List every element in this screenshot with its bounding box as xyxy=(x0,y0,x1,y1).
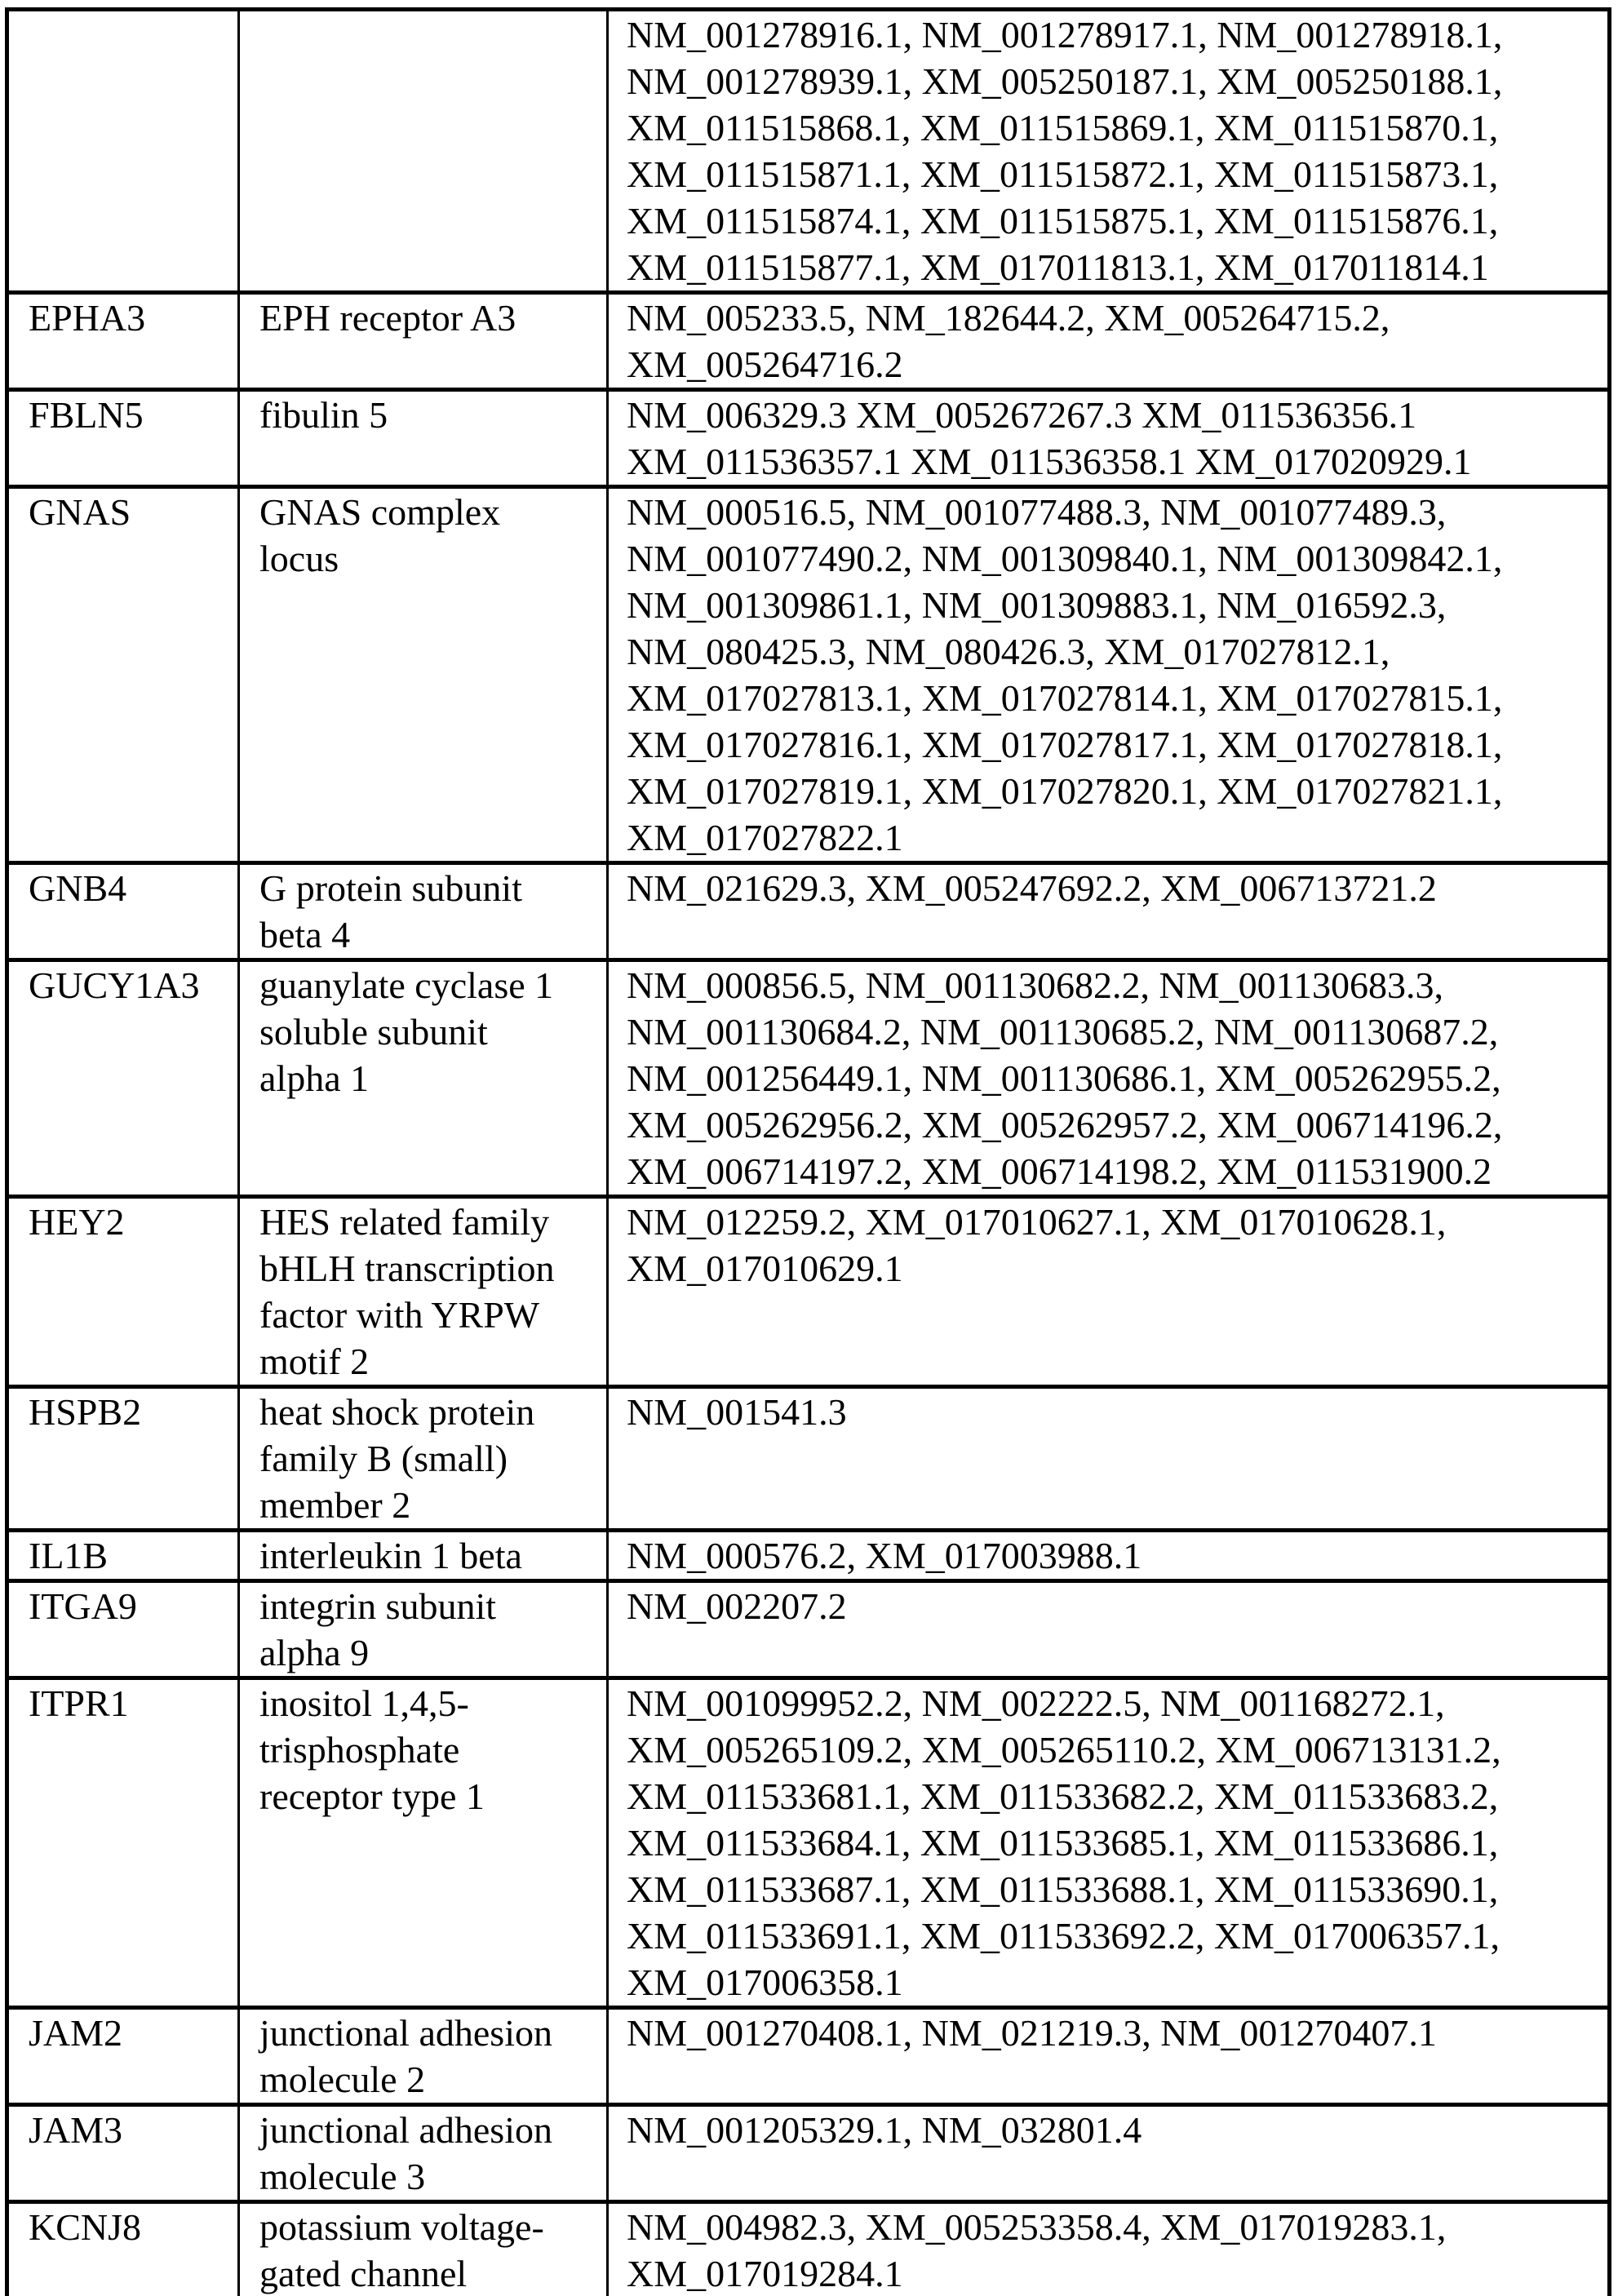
accessions-cell: NM_012259.2, XM_017010627.1, XM_017010628.1, XM_017010629.1 xyxy=(608,1197,1610,1387)
accessions-cell: NM_005233.5, NM_182644.2, XM_005264715.2, XM_005264716.2 xyxy=(608,293,1610,390)
gene-name-cell: inositol 1,4,5- trisphosphate receptor type 1 xyxy=(239,1678,608,2008)
gene-accession-table xyxy=(5,7,1611,2296)
gene-name-cell: interleukin 1 beta xyxy=(239,1531,608,1581)
gene-symbol-cell: KCNJ8 xyxy=(7,2202,239,2296)
table-row xyxy=(7,1197,1610,1387)
table-body xyxy=(7,10,1610,2296)
accessions-cell: NM_021629.3, XM_005247692.2, XM_006713721.2 xyxy=(608,863,1610,960)
gene-symbol-cell: JAM2 xyxy=(7,2008,239,2105)
accessions-cell: NM_001099952.2, NM_002222.5, NM_001168272.1, XM_005265109.2, XM_005265110.2, XM_006713131.2, XM_011533681.1, XM_011533682.2, XM_011533683.2, XM_011533684.1, XM_011533685.1, XM_011533686.1, XM_011533687.1, XM_011533688.1, XM_011533690.1, XM_011533691.1, XM_011533692.2, XM_017006357.1, XM_017006358.1 xyxy=(608,1678,1610,2008)
accessions-cell: NM_001541.3 xyxy=(608,1387,1610,1531)
gene-symbol-cell: ITGA9 xyxy=(7,1581,239,1678)
gene-name-cell: heat shock protein family B (small) member 2 xyxy=(239,1387,608,1531)
gene-symbol-cell: GNB4 xyxy=(7,863,239,960)
table-row xyxy=(7,960,1610,1197)
gene-symbol-cell: HEY2 xyxy=(7,1197,239,1387)
accessions-cell: NM_001270408.1, NM_021219.3, NM_001270407.1 xyxy=(608,2008,1610,2105)
table-row xyxy=(7,2202,1610,2296)
accessions-cell: NM_004982.3, XM_005253358.4, XM_017019283.1, XM_017019284.1 xyxy=(608,2202,1610,2296)
gene-name-cell: HES related family bHLH transcription factor with YRPW motif 2 xyxy=(239,1197,608,1387)
accessions-cell: NM_000856.5, NM_001130682.2, NM_001130683.3, NM_001130684.2, NM_001130685.2, NM_001130687.2, NM_001256449.1, NM_001130686.1, XM_005262955.2, XM_005262956.2, XM_005262957.2, XM_006714196.2, XM_006714197.2, XM_006714198.2, XM_011531900.2 xyxy=(608,960,1610,1197)
gene-name-cell: guanylate cyclase 1 soluble subunit alpha 1 xyxy=(239,960,608,1197)
table-row xyxy=(7,10,1610,293)
gene-name-cell xyxy=(239,10,608,293)
table-row xyxy=(7,2008,1610,2105)
table-row xyxy=(7,487,1610,863)
gene-name-cell: potassium voltage- gated channel xyxy=(239,2202,608,2296)
table-row xyxy=(7,293,1610,390)
gene-symbol-cell: GUCY1A3 xyxy=(7,960,239,1197)
table-row xyxy=(7,390,1610,487)
accessions-cell: NM_001205329.1, NM_032801.4 xyxy=(608,2105,1610,2202)
gene-symbol-cell xyxy=(7,10,239,293)
gene-name-cell: integrin subunit alpha 9 xyxy=(239,1581,608,1678)
table-row xyxy=(7,1678,1610,2008)
gene-symbol-cell: FBLN5 xyxy=(7,390,239,487)
table-row xyxy=(7,1531,1610,1581)
accessions-cell: NM_000516.5, NM_001077488.3, NM_001077489.3, NM_001077490.2, NM_001309840.1, NM_001309842.1, NM_001309861.1, NM_001309883.1, NM_016592.3, NM_080425.3, NM_080426.3, XM_017027812.1, XM_017027813.1, XM_017027814.1, XM_017027815.1, XM_017027816.1, XM_017027817.1, XM_017027818.1, XM_017027819.1, XM_017027820.1, XM_017027821.1, XM_017027822.1 xyxy=(608,487,1610,863)
gene-name-cell: EPH receptor A3 xyxy=(239,293,608,390)
gene-symbol-cell: GNAS xyxy=(7,487,239,863)
gene-symbol-cell: IL1B xyxy=(7,1531,239,1581)
gene-name-cell: G protein subunit beta 4 xyxy=(239,863,608,960)
table-row xyxy=(7,1387,1610,1531)
gene-symbol-cell: JAM3 xyxy=(7,2105,239,2202)
gene-name-cell: junctional adhesion molecule 2 xyxy=(239,2008,608,2105)
accessions-cell: NM_001278916.1, NM_001278917.1, NM_001278918.1, NM_001278939.1, XM_005250187.1, XM_005250188.1, XM_011515868.1, XM_011515869.1, XM_011515870.1, XM_011515871.1, XM_011515872.1, XM_011515873.1, XM_011515874.1, XM_011515875.1, XM_011515876.1, XM_011515877.1, XM_017011813.1, XM_017011814.1 xyxy=(608,10,1610,293)
table-row xyxy=(7,863,1610,960)
accessions-cell: NM_006329.3 XM_005267267.3 XM_011536356.1 XM_011536357.1 XM_011536358.1 XM_017020929.1 xyxy=(608,390,1610,487)
gene-symbol-cell: EPHA3 xyxy=(7,293,239,390)
gene-symbol-cell: ITPR1 xyxy=(7,1678,239,2008)
accessions-cell: NM_002207.2 xyxy=(608,1581,1610,1678)
gene-name-cell: GNAS complex locus xyxy=(239,487,608,863)
gene-name-cell: fibulin 5 xyxy=(239,390,608,487)
accessions-cell: NM_000576.2, XM_017003988.1 xyxy=(608,1531,1610,1581)
gene-name-cell: junctional adhesion molecule 3 xyxy=(239,2105,608,2202)
table-row xyxy=(7,1581,1610,1678)
table-row xyxy=(7,2105,1610,2202)
gene-symbol-cell: HSPB2 xyxy=(7,1387,239,1531)
